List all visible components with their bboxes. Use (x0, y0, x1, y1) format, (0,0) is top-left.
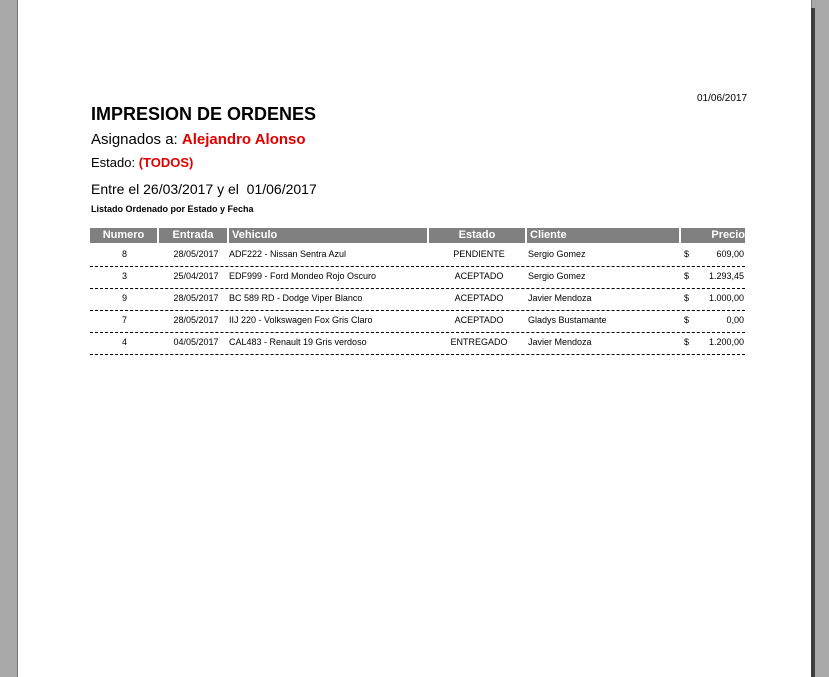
table-row (90, 310, 745, 333)
report-page (17, 0, 812, 677)
header-cliente: Cliente (527, 228, 679, 243)
cell-cliente: Javier Mendoza (528, 293, 592, 303)
cell-vehiculo: BC 589 RD - Dodge Viper Blanco (229, 293, 363, 303)
cell-numero: 9 (121, 293, 127, 303)
table-row (90, 266, 745, 289)
report-date: 01/06/2017 (697, 93, 748, 104)
report-title: IMPRESION DE ORDENES (91, 104, 317, 124)
header-estado: Estado (429, 228, 525, 243)
estado-label: Estado: (91, 155, 136, 170)
page-shadow (811, 8, 815, 677)
cell-vehiculo: CAL483 - Renault 19 Gris verdoso (229, 337, 367, 347)
cell-estado: ACEPTADO (454, 271, 504, 281)
header-numero: Numero (90, 228, 157, 243)
report-subtitle: Listado Ordenado por Estado y Fecha (91, 204, 254, 214)
cell-estado: ACEPTADO (454, 293, 504, 303)
header-vehiculo: Vehiculo (229, 228, 427, 243)
assigned-name: Alejandro Alonso (181, 131, 306, 148)
cell-cliente: Gladys Bustamante (528, 315, 607, 325)
cell-precio: 1.293,45 (708, 271, 744, 281)
cell-currency: $ (684, 315, 690, 325)
estado-value: (TODOS) (138, 155, 194, 170)
cell-numero: 4 (121, 337, 127, 347)
cell-vehiculo: IIJ 220 - Volkswagen Fox Gris Claro (229, 315, 373, 325)
cell-vehiculo: EDF999 - Ford Mondeo Rojo Oscuro (229, 271, 377, 281)
cell-numero: 8 (121, 249, 127, 259)
cell-estado: ENTREGADO (450, 337, 508, 347)
cell-precio: 0,00 (726, 315, 744, 325)
cell-cliente: Javier Mendoza (528, 337, 592, 347)
cell-entrada: 28/05/2017 (173, 249, 219, 259)
cell-estado: ACEPTADO (454, 315, 504, 325)
cell-vehiculo: ADF222 - Nissan Sentra Azul (229, 249, 347, 259)
cell-currency: $ (684, 249, 690, 259)
cell-numero: 3 (121, 271, 127, 281)
cell-currency: $ (684, 271, 690, 281)
cell-entrada: 28/05/2017 (173, 293, 219, 303)
cell-currency: $ (684, 337, 690, 347)
header-precio: Precio (681, 228, 745, 243)
assigned-line (91, 131, 306, 148)
cell-cliente: Sergio Gomez (528, 249, 586, 259)
cell-entrada: 04/05/2017 (173, 337, 219, 347)
estado-line (91, 155, 193, 170)
cell-estado: PENDIENTE (453, 249, 505, 259)
cell-currency: $ (684, 293, 690, 303)
cell-entrada: 25/04/2017 (173, 271, 219, 281)
table-row (90, 332, 745, 355)
cell-numero: 7 (121, 315, 127, 325)
cell-cliente: Sergio Gomez (528, 271, 586, 281)
cell-precio: 1.200,00 (708, 337, 744, 347)
table-row (90, 288, 745, 311)
assigned-label: Asignados a: (91, 131, 178, 148)
table-row (90, 244, 745, 267)
cell-precio: 1.000,00 (708, 293, 744, 303)
cell-precio: 609,00 (716, 249, 744, 259)
date-range: Entre el 26/03/2017 y el 01/06/2017 (91, 181, 317, 197)
cell-entrada: 28/05/2017 (173, 315, 219, 325)
header-entrada: Entrada (159, 228, 227, 243)
